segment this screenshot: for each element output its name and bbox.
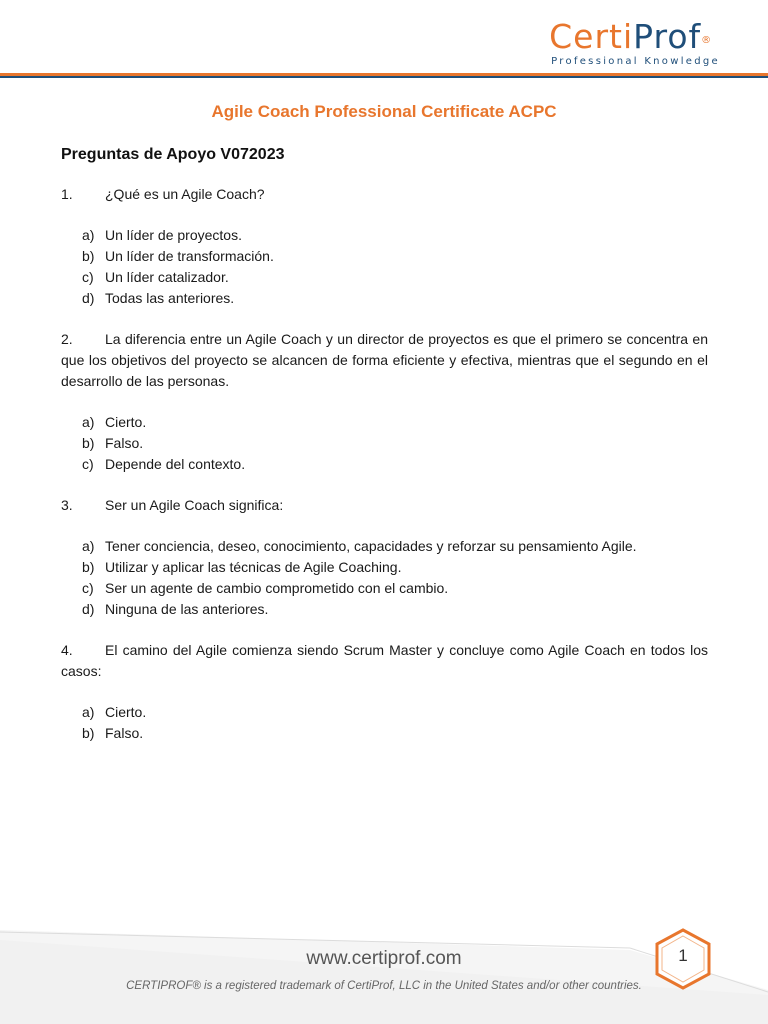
question-2-options xyxy=(61,412,708,475)
footer-url[interactable]: www.certiprof.com xyxy=(306,948,462,969)
option-letter: d) xyxy=(82,290,95,306)
option-item xyxy=(61,578,708,599)
question-3-options xyxy=(61,536,708,620)
question-number: 1. xyxy=(61,186,73,202)
logo-wordmark xyxy=(549,18,720,56)
question-4-options xyxy=(61,702,708,744)
question-text: Ser un Agile Coach significa: xyxy=(105,497,284,513)
option-letter: c) xyxy=(82,456,94,472)
option-text: Todas las anteriores. xyxy=(105,290,235,306)
option-item xyxy=(61,702,708,723)
question-number: 2. xyxy=(61,331,73,347)
questions-list xyxy=(61,184,708,764)
option-text: Ser un agente de cambio comprometido con el cambio. xyxy=(105,580,449,596)
question-number: 4. xyxy=(61,642,73,658)
option-letter: b) xyxy=(82,435,95,451)
logo-prof: Prof xyxy=(633,17,702,56)
option-text: Ninguna de las anteriores. xyxy=(105,601,269,617)
option-letter: c) xyxy=(82,580,94,596)
option-letter: b) xyxy=(82,248,95,264)
option-text: Un líder de transformación. xyxy=(105,248,274,264)
option-text: Cierto. xyxy=(105,414,147,430)
option-text: Un líder de proyectos. xyxy=(105,227,242,243)
option-letter: a) xyxy=(82,227,95,243)
question-text: ¿Qué es un Agile Coach? xyxy=(105,186,265,202)
document-subtitle: Preguntas de Apoyo V072023 xyxy=(61,146,285,163)
question-text: La diferencia entre un Agile Coach y un director de proyectos es que el primero se concentra en que los objetivos del proyecto se alcancen de forma eficiente y efectiva, mientras que el segundo en el desarrollo de las personas. xyxy=(61,331,708,389)
question-text: El camino del Agile comienza siendo Scrum Master y concluye como Agile Coach en todos los casos: xyxy=(61,642,708,679)
logo-registered-mark: ® xyxy=(701,35,713,46)
certiprof-logo xyxy=(549,18,720,67)
option-letter: b) xyxy=(82,559,95,575)
logo-certi: Certi xyxy=(549,17,634,56)
option-letter: d) xyxy=(82,601,95,617)
option-letter: a) xyxy=(82,414,95,430)
question-3 xyxy=(61,495,708,516)
option-text: Falso. xyxy=(105,725,144,741)
option-text: Cierto. xyxy=(105,704,147,720)
option-letter: b) xyxy=(82,725,95,741)
question-1-options xyxy=(61,225,708,309)
option-text: Tener conciencia, deseo, conocimiento, capacidades y reforzar su pensamiento Agile. xyxy=(105,538,637,554)
question-1 xyxy=(61,184,708,205)
page-number: 1 xyxy=(678,946,688,965)
option-letter: c) xyxy=(82,269,94,285)
option-item xyxy=(61,433,708,454)
option-item xyxy=(61,412,708,433)
option-letter: a) xyxy=(82,704,95,720)
option-item xyxy=(61,267,708,288)
option-item xyxy=(61,288,708,309)
footer-trademark: CERTIPROF® is a registered trademark of CertiProf, LLC in the United States and/or other countries. xyxy=(126,980,642,992)
option-text: Falso. xyxy=(105,435,144,451)
document-title: Agile Coach Professional Certificate ACPC xyxy=(211,102,557,121)
option-item xyxy=(61,454,708,475)
option-letter: a) xyxy=(82,538,95,554)
option-item xyxy=(61,557,708,578)
option-item xyxy=(61,246,708,267)
question-2 xyxy=(61,329,708,392)
option-item xyxy=(61,599,708,620)
option-item xyxy=(61,225,708,246)
question-number: 3. xyxy=(61,497,73,513)
option-item xyxy=(61,723,708,744)
question-4 xyxy=(61,640,708,682)
logo-tagline: Professional Knowledge xyxy=(551,56,720,67)
option-text: Un líder catalizador. xyxy=(105,269,229,285)
option-text: Utilizar y aplicar las técnicas de Agile Coaching. xyxy=(105,559,402,575)
option-text: Depende del contexto. xyxy=(105,456,246,472)
option-item xyxy=(61,536,708,557)
header-divider-blue xyxy=(0,76,768,78)
